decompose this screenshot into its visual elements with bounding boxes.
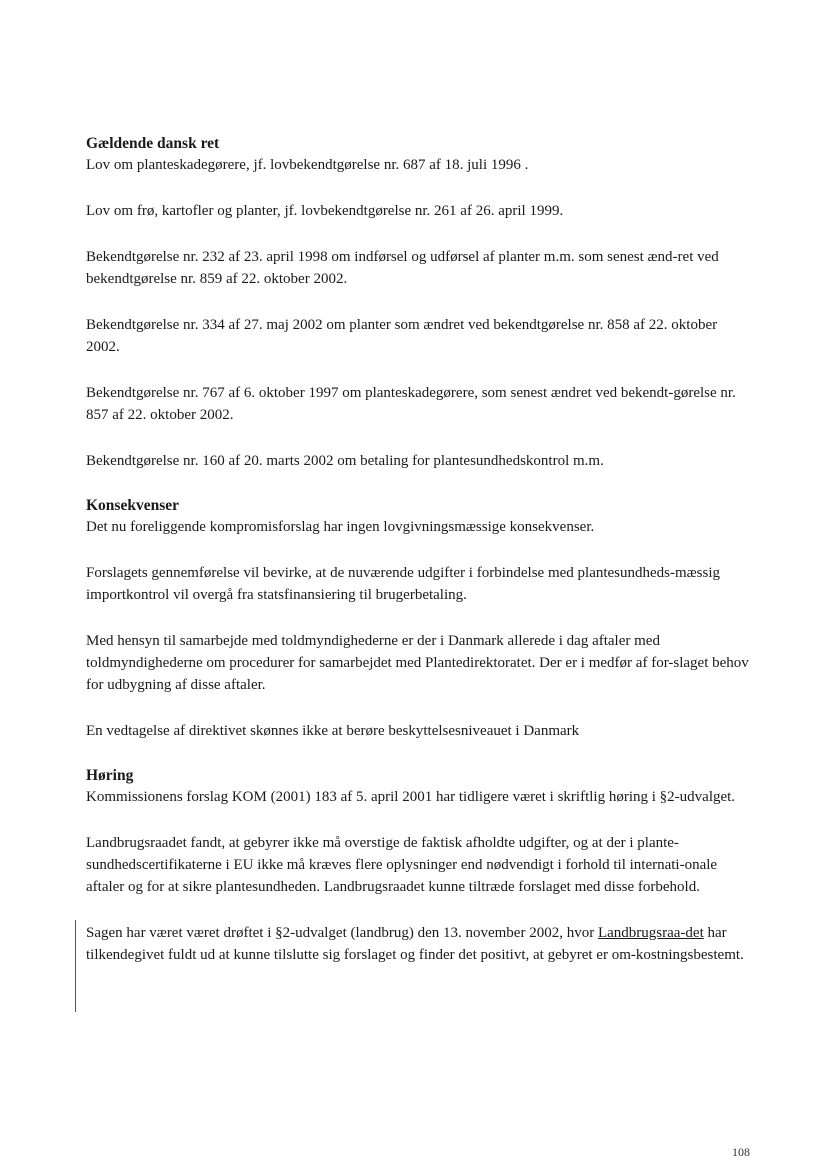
- paragraph-law-planteskadegorere: Lov om planteskadegørere, jf. lovbekendtgørelse nr. 687 af 18. juli 1996 .: [86, 157, 529, 173]
- heading-horing: Høring: [86, 767, 134, 784]
- paragraph-bek-160: Bekendtgørelse nr. 160 af 20. marts 2002 om betaling for plantesundhedskontrol m.m.: [86, 453, 604, 469]
- paragraph-bek-334: Bekendtgørelse nr. 334 af 27. maj 2002 om planter som ændret ved bekendtgørelse nr. 858 af 22. oktober 2002.: [86, 317, 718, 355]
- paragraph-bek-767: Bekendtgørelse nr. 767 af 6. oktober 1997 om planteskadegørere, som senest ændret ved bekendt-gørelse nr. 857 af 22. oktober 2002.: [86, 385, 736, 423]
- paragraph-brugerbetaling: Forslagets gennemførelse vil bevirke, at de nuværende udgifter i forbindelse med plantesundheds-mæssig importkontrol vil overgå fra statsfinansiering til brugerbetaling.: [86, 565, 721, 603]
- heading-konsekvenser: Konsekvenser: [86, 497, 179, 514]
- paragraph-landbrugsraadet: Landbrugsraadet fandt, at gebyrer ikke må overstige de faktisk afholdte udgifter, og at der i plante-sundhedscertifikaterne i EU ikke må kræves flere oplysninger end nødvendigt i forhold til internati-onale aftaler og for at sikre plantesundheden. Landbrugsraadet kunne tiltræde forslaget med disse forbehold.: [86, 835, 718, 895]
- page-number: 108: [732, 1145, 750, 1159]
- change-bar: [75, 920, 76, 1012]
- paragraph-kom-2001-183: Kommissionens forslag KOM (2001) 183 af 5. april 2001 har tidligere været i skriftlig høring i §2-udvalget.: [86, 789, 736, 805]
- document-body: [86, 134, 750, 966]
- heading-gaeldende-dansk-ret: Gældende dansk ret: [86, 135, 220, 152]
- paragraph-2-udvalget-text-end: har tilkendegivet fuldt ud at kunne tilslutte sig forslaget og finder det positivt, at gebyret er om-kostningsbestemt.: [86, 925, 744, 963]
- paragraph-law-fro: Lov om frø, kartofler og planter, jf. lovbekendtgørelse nr. 261 af 26. april 1999.: [86, 203, 564, 219]
- paragraph-2-udvalget-text-start: Sagen har været været drøftet i §2-udvalget (landbrug) den 13. november 2002, hvor: [86, 925, 598, 941]
- paragraph-kompromisforslag: Det nu foreliggende kompromisforslag har ingen lovgivningsmæssige konsekvenser.: [86, 519, 595, 535]
- underlined-landbrugsraadet: Landbrugsraa-det: [597, 925, 704, 941]
- paragraph-toldmyndigheder: Med hensyn til samarbejde med toldmyndighederne er der i Danmark allerede i dag aftaler med toldmyndighederne om procedurer for samarbejdet med Plantedirektoratet. Der er i medfør af for-slaget behov for udbygning af disse aftaler.: [86, 633, 749, 693]
- paragraph-bek-232: Bekendtgørelse nr. 232 af 23. april 1998 om indførsel og udførsel af planter m.m. som senest ænd-ret ved bekendtgørelse nr. 859 af 22. oktober 2002.: [86, 249, 719, 287]
- paragraph-2-udvalget: [86, 922, 750, 966]
- paragraph-beskyttelsesniveau: En vedtagelse af direktivet skønnes ikke at berøre beskyttelsesniveauet i Danmark: [86, 723, 580, 739]
